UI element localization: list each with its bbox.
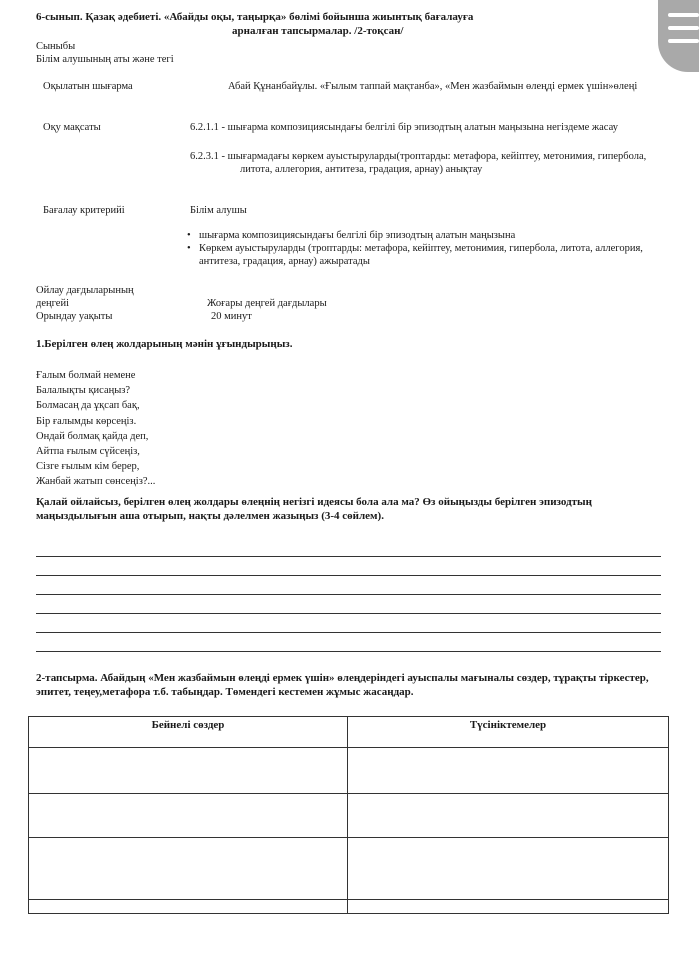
- class-label: Сыныбы: [36, 41, 76, 52]
- criteria-item: • шығарма композициясындағы белгілі бір эпизодтың алатын маңызына: [185, 229, 645, 242]
- time-value: 20 минут: [211, 311, 252, 322]
- col-figurative-words: Бейнелі сөздер: [29, 717, 348, 748]
- table-header-row: [29, 717, 669, 748]
- work-label: Оқылатын шығарма: [43, 81, 133, 92]
- table-cell[interactable]: [29, 900, 348, 914]
- table-cell[interactable]: [29, 838, 348, 900]
- thinking-value: Жоғары деңгей дағдылары: [207, 298, 327, 309]
- answer-line[interactable]: [36, 575, 661, 576]
- poem-line: Болмасаң да ұқсап бақ,: [36, 400, 140, 412]
- task2-heading: 2-тапсырма. Абайдың «Мен жазбаймын өлеңді ермек үшін» өлеңдеріндегі ауыспалы мағыналы сөздер, тұрақты тіркестер, эпитет, теңеу,метафора т.б. табыңдар. Төмендегі кестемен жұмыс жасаңдар.: [36, 672, 649, 698]
- table-cell[interactable]: [348, 748, 669, 794]
- goal-2: 6.2.3.1 - шығармадағы көркем ауыстыруларды(троптарды: метафора, кейіптеу, метонимия, гипербола, литота, аллегория, антитеза, градация, арнау) анықтау: [190, 151, 647, 176]
- table-cell[interactable]: [348, 794, 669, 838]
- answer-line[interactable]: [36, 651, 661, 652]
- time-label: Орындау уақыты: [36, 311, 113, 322]
- answer-line[interactable]: [36, 594, 661, 595]
- thinking-label: [36, 284, 134, 310]
- answer-line[interactable]: [36, 556, 661, 557]
- goal-label: Оқу мақсаты: [43, 122, 101, 133]
- task1-heading: 1.Берілген өлең жолдарының мәнін ұғындырыңыз.: [36, 338, 293, 350]
- poem-line: Жанбай жатып сөнсеңіз?...: [36, 476, 156, 488]
- doc-title-line2: арналған тапсырмалар. /2-тоқсан/: [232, 25, 404, 37]
- table-cell[interactable]: [348, 900, 669, 914]
- table-cell[interactable]: [29, 748, 348, 794]
- thinking-label-line2: деңгейі: [36, 298, 69, 310]
- poem-line: Айтпа ғылым сүйсеңіз,: [36, 446, 140, 458]
- answer-line[interactable]: [36, 632, 661, 633]
- criteria-item: • Көркем ауыстыруларды (троптарды: метафора, кейіптеу, метонимия, гипербола, литота, аллегория, антитеза, градация, арнау) ажыратады: [185, 242, 645, 268]
- poem-line: Ғалым болмай немене: [36, 370, 136, 381]
- thinking-label-line1: Ойлау дағдыларының: [36, 285, 134, 296]
- doc-title-line1: 6-сынып. Қазақ әдебиеті. «Абайды оқы, таңырқа» бөлімі бойынша жиынтық бағалауға: [36, 11, 474, 23]
- criteria-header: Білім алушы: [190, 205, 247, 216]
- criteria-label: Бағалау критерийі: [43, 205, 125, 216]
- poem-line: Ондай болмақ қайда деп,: [36, 430, 149, 442]
- poem-line: Бір ғалымды көрсеңіз.: [36, 415, 137, 427]
- poem-line: Сізге ғылым кім берер,: [36, 461, 140, 473]
- criteria-list: [185, 229, 645, 268]
- poem-line: Балалықты қисаңыз?: [36, 385, 131, 397]
- figurative-words-table: [28, 716, 669, 914]
- table-row: [29, 794, 669, 838]
- task1-question: Қалай ойлайсыз, берілген өлең жолдары өлеңнің негізгі идеясы бола ала ма? Өз ойыңызды берілген эпизодтың маңыздылығын аша отырып, нақты дәлелмен жазыңыз (3-4 сөйлем).: [36, 496, 592, 522]
- goal-1: 6.2.1.1 - шығарма композициясындағы белгілі бір эпизодтың алатын маңызына негіздеме жасау: [190, 122, 618, 133]
- table-row: [29, 900, 669, 914]
- poem: [36, 368, 155, 490]
- work-value: Абай Құнанбайұлы. «Ғылым таппай мақтанба», «Мен жазбаймын өлеңді ермек үшін»өлеңі: [228, 81, 638, 92]
- table-row: [29, 748, 669, 794]
- table-cell[interactable]: [348, 838, 669, 900]
- table-row: [29, 838, 669, 900]
- student-label: Білім алушының аты және тегі: [36, 54, 174, 65]
- col-explanations: Түсініктемелер: [348, 717, 669, 748]
- menu-button[interactable]: [658, 0, 699, 72]
- answer-line[interactable]: [36, 613, 661, 614]
- table-cell[interactable]: [29, 794, 348, 838]
